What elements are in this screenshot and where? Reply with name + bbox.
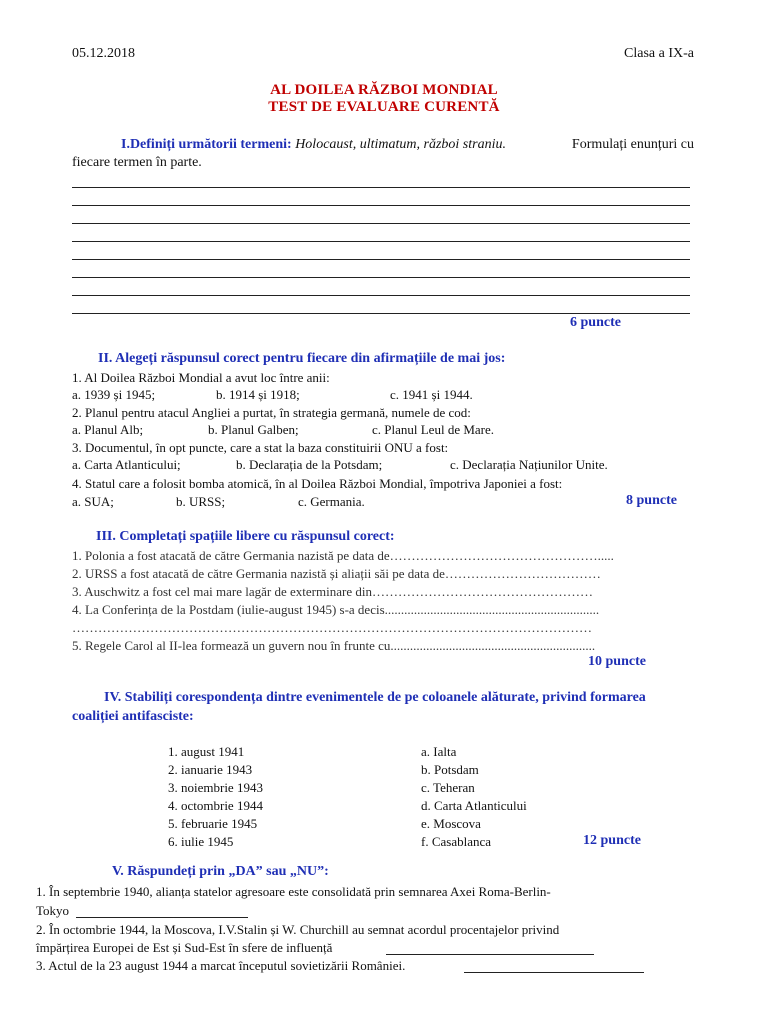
right-column-item: a. Ialta bbox=[421, 744, 457, 759]
left-column-item: 5. februarie 1945 bbox=[168, 816, 258, 831]
option-a[interactable]: a. SUA; bbox=[72, 494, 114, 509]
fill-in-item[interactable]: ………………………………………………………………………………………………………… bbox=[72, 620, 592, 635]
answer-line[interactable] bbox=[72, 295, 690, 296]
answer-line[interactable] bbox=[72, 277, 690, 278]
right-column-item: f. Casablanca bbox=[421, 834, 492, 849]
section3-heading: III. Completați spațiile libere cu răspunsul corect: bbox=[96, 529, 395, 544]
option-c[interactable]: c. Declarația Națiunilor Unite. bbox=[450, 457, 608, 472]
left-column-item: 3. noiembrie 1943 bbox=[168, 780, 263, 795]
section4-heading: IV. Stabiliți corespondența dintre evenimentele de pe coloanele alăturate, privind formarea bbox=[104, 690, 646, 705]
fill-in-item[interactable]: 5. Regele Carol al II-lea formează un guvern nou în frunte cu............................................................... bbox=[72, 638, 596, 653]
option-c[interactable]: c. Germania. bbox=[298, 494, 365, 509]
option-c[interactable]: c. 1941 și 1944. bbox=[390, 387, 473, 402]
answer-line[interactable] bbox=[72, 241, 690, 242]
answer-line[interactable] bbox=[72, 259, 690, 260]
option-a[interactable]: a. Planul Alb; bbox=[72, 422, 144, 437]
page-subtitle: TEST DE EVALUARE CURENTĂ bbox=[268, 99, 500, 115]
answer-line[interactable] bbox=[72, 205, 690, 206]
fill-in-item[interactable]: 2. URSS a fost atacată de către Germania nazistă și aliații săi pe data de……………………………… bbox=[72, 566, 601, 581]
option-b[interactable]: b. Planul Galben; bbox=[208, 422, 299, 437]
answer-line[interactable] bbox=[76, 917, 248, 918]
section4-heading-cont: coaliției antifasciste: bbox=[72, 709, 194, 724]
answer-line[interactable] bbox=[464, 972, 644, 973]
section1-instruction: Formulați enunțuri cu bbox=[571, 137, 694, 152]
answer-line[interactable] bbox=[72, 187, 690, 188]
right-column-item: c. Teheran bbox=[421, 780, 475, 795]
test-date: 05.12.2018 bbox=[72, 46, 135, 61]
left-column-item: 4. octombrie 1944 bbox=[168, 798, 263, 813]
right-column-item: b. Potsdam bbox=[421, 762, 479, 777]
question-text: 2. Planul pentru atacul Angliei a purtat, în strategia germană, numele de cod: bbox=[72, 405, 471, 420]
option-a[interactable]: a. Carta Atlanticului; bbox=[72, 457, 181, 472]
answer-line[interactable] bbox=[72, 313, 690, 314]
option-b[interactable]: b. URSS; bbox=[176, 494, 226, 509]
yes-no-question: 2. În octombrie 1944, la Moscova, I.V.Stalin și W. Churchill au semnat acordul procentajelor privind bbox=[36, 922, 560, 937]
yes-no-question-cont: Tokyo bbox=[36, 903, 70, 918]
section2-points: 8 puncte bbox=[626, 493, 677, 508]
option-a[interactable]: a. 1939 și 1945; bbox=[72, 387, 156, 402]
yes-no-question: 3. Actul de la 23 august 1944 a marcat începutul sovietizării României. bbox=[36, 958, 406, 973]
section1-instruction-cont: fiecare termen în parte. bbox=[72, 155, 202, 170]
yes-no-question: 1. În septembrie 1940, alianța statelor agresoare este consolidată prin semnarea Axei Roma-Berlin- bbox=[36, 884, 551, 899]
fill-in-item[interactable]: 3. Auschwitz a fost cel mai mare lagăr de exterminare din…………………………………………… bbox=[72, 584, 593, 599]
option-c[interactable]: c. Planul Leul de Mare. bbox=[372, 422, 495, 437]
section5-heading: V. Răspundeți prin „DA” sau „NU”: bbox=[112, 864, 329, 879]
left-column-item: 2. ianuarie 1943 bbox=[168, 762, 253, 777]
page-title: AL DOILEA RĂZBOI MONDIAL bbox=[270, 82, 498, 98]
question-text: 1. Al Doilea Război Mondial a avut loc între anii: bbox=[72, 370, 330, 385]
answer-line[interactable] bbox=[386, 954, 594, 955]
fill-in-item[interactable]: 4. La Conferința de la Postdam (iulie-august 1945) s-a decis.................................................................. bbox=[72, 602, 600, 617]
section3-points: 10 puncte bbox=[588, 654, 646, 669]
fill-in-item[interactable]: 1. Polonia a fost atacată de către Germania nazistă pe data de…………………………………………..... bbox=[72, 548, 614, 563]
answer-line[interactable] bbox=[72, 223, 690, 224]
question-text: 4. Statul care a folosit bomba atomică, în al Doilea Război Mondial, împotriva Japoniei a fost: bbox=[72, 476, 563, 491]
section1-terms: Holocaust, ultimatum, război straniu. bbox=[295, 137, 506, 152]
left-column-item: 1. august 1941 bbox=[168, 744, 245, 759]
yes-no-question-cont: împărțirea Europei de Est și Sud-Est în sfere de influență bbox=[36, 940, 333, 955]
section2-heading: II. Alegeți răspunsul corect pentru fiecare din afirmațiile de mai jos: bbox=[98, 351, 506, 366]
section1-points: 6 puncte bbox=[570, 315, 621, 330]
right-column-item: e. Moscova bbox=[421, 816, 481, 831]
option-b[interactable]: b. 1914 și 1918; bbox=[216, 387, 300, 402]
class-label: Clasa a IX-a bbox=[624, 46, 694, 61]
right-column-item: d. Carta Atlanticului bbox=[421, 798, 527, 813]
option-b[interactable]: b. Declarația de la Potsdam; bbox=[236, 457, 383, 472]
section1-line1 bbox=[121, 137, 506, 153]
section1-heading: I.Definiți următorii termeni: bbox=[121, 137, 292, 152]
left-column-item: 6. iulie 1945 bbox=[168, 834, 234, 849]
section4-points: 12 puncte bbox=[583, 833, 641, 848]
question-text: 3. Documentul, în opt puncte, care a stat la baza constituirii ONU a fost: bbox=[72, 440, 449, 455]
